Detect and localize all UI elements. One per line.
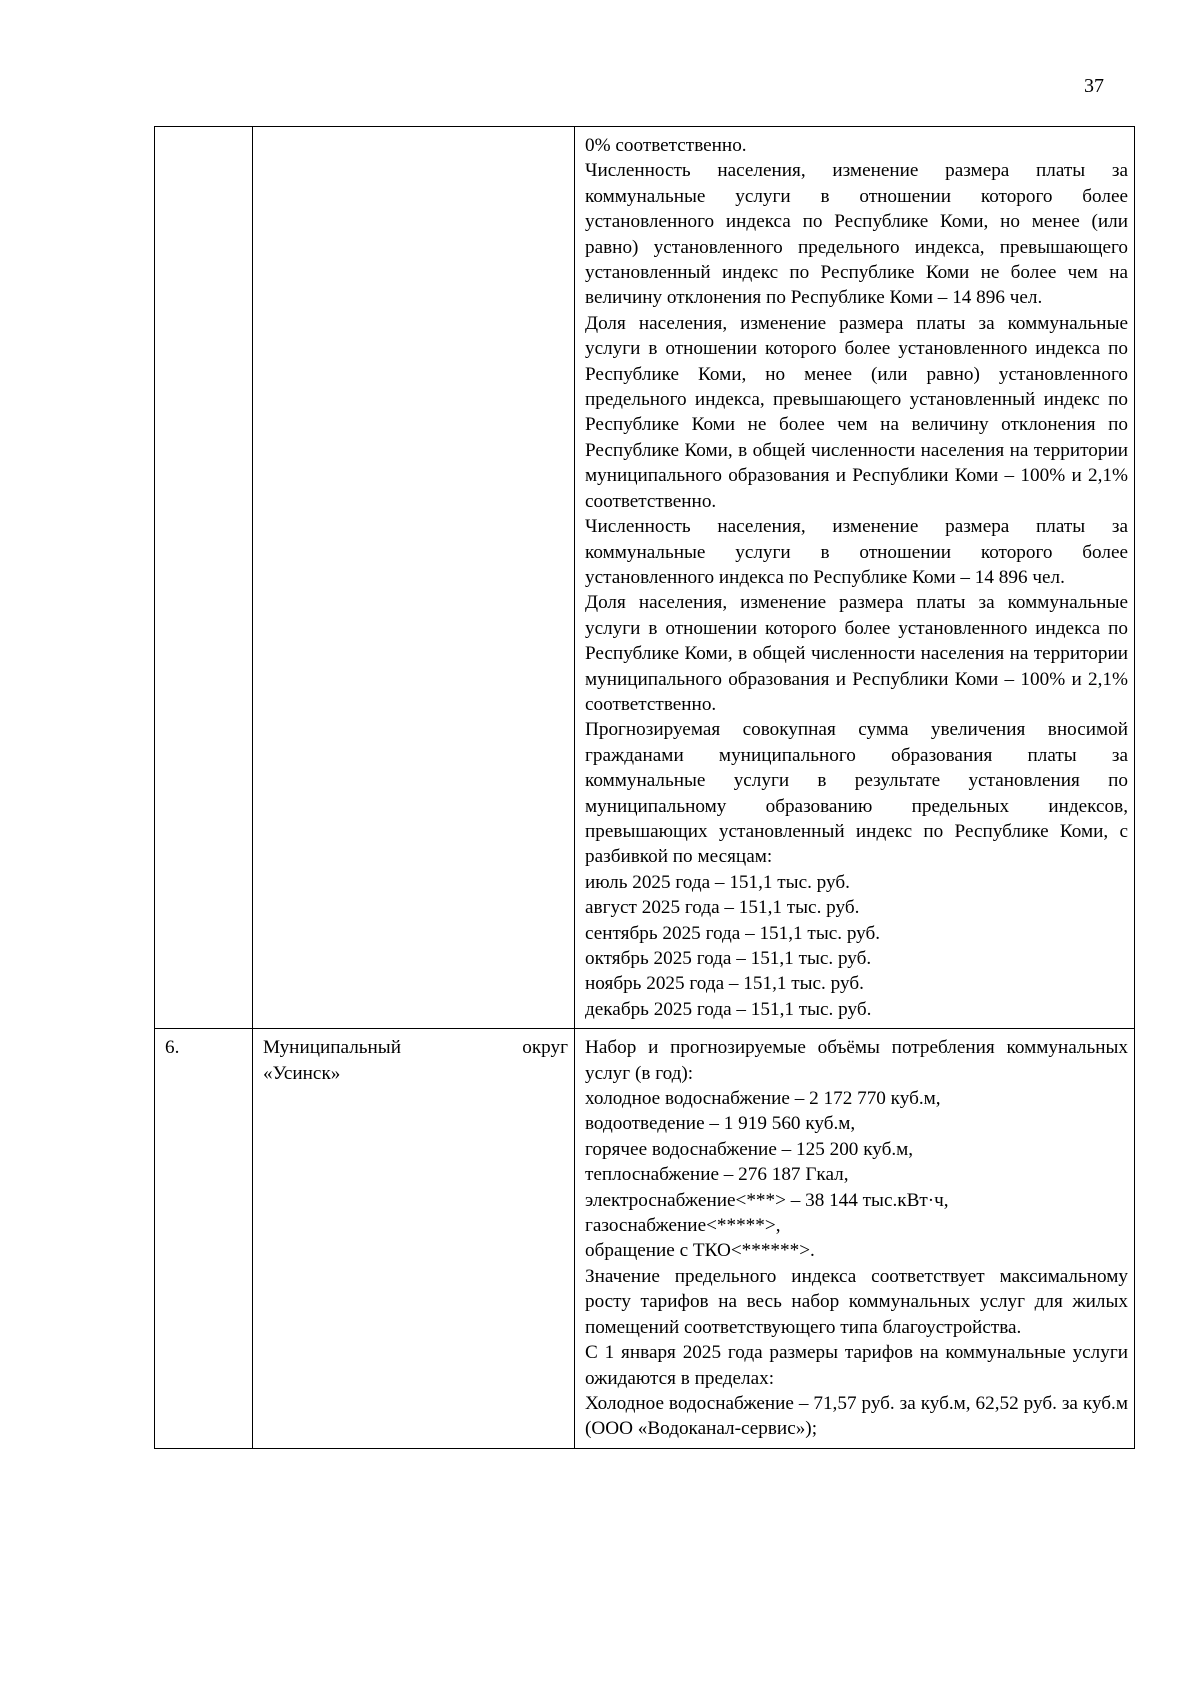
paragraph: С 1 января 2025 года размеры тарифов на коммунальные услуги ожидаются в пределах:	[585, 1342, 1128, 1389]
row-number: 6.	[165, 1037, 180, 1059]
paragraph: обращение с ТКО<******>.	[585, 1240, 815, 1262]
paragraph: электроснабжение<***> – 38 144 тыс.кВт·ч,	[585, 1189, 949, 1211]
paragraph: ноябрь 2025 года – 151,1 тыс. руб.	[585, 973, 864, 995]
paragraph: Холодное водоснабжение – 71,57 руб. за куб.м, 62,52 руб. за куб.м (ООО «Водоканал-сервис»);	[585, 1392, 1128, 1440]
paragraph: август 2025 года – 151,1 тыс. руб.	[585, 897, 860, 919]
paragraph: сентябрь 2025 года – 151,1 тыс. руб.	[585, 922, 881, 944]
municipality-name-line	[263, 1035, 568, 1060]
municipality-name-part: Муниципальный	[263, 1037, 401, 1059]
paragraph: горячее водоснабжение – 125 200 куб.м,	[585, 1138, 914, 1160]
paragraph: водоотведение – 1 919 560 куб.м,	[585, 1113, 856, 1135]
paragraph: Численность населения, изменение размера платы за коммунальные услуги в отношении которого более установленного индекса по Республике Коми – 14 896 чел.	[585, 516, 1128, 588]
paragraph: июль 2025 года – 151,1 тыс. руб.	[585, 871, 850, 893]
paragraph: газоснабжение<*****>,	[585, 1215, 781, 1237]
paragraph: теплоснабжение – 276 187 Гкал,	[585, 1164, 849, 1186]
paragraph: Численность населения, изменение размера платы за коммунальные услуги в отношении которого более установленного индекса по Республике Коми, но менее (или равно) установленного предельного индекса, превышающего установленный индекс по Республике Коми не более чем на величину отклонения по Республике Коми – 14 896 чел.	[585, 160, 1128, 309]
document-table	[154, 126, 1135, 1449]
paragraph: Набор и прогнозируемые объёмы потребления коммунальных услуг (в год):	[585, 1037, 1128, 1084]
municipality-cell	[253, 127, 575, 1029]
paragraph: декабрь 2025 года – 151,1 тыс. руб.	[585, 998, 872, 1020]
row-number-cell	[155, 1029, 253, 1449]
paragraph: 0% соответственно.	[585, 135, 747, 156]
paragraph: холодное водоснабжение – 2 172 770 куб.м,	[585, 1088, 941, 1110]
paragraph: Прогнозируемая совокупная сумма увеличения вносимой гражданами муниципального образования платы за коммунальные услуги в результате установления по муниципальному образованию предельных индексов, превышающих установленный индекс по Республике Коми, с разбивкой по месяцам:	[585, 719, 1128, 868]
paragraph: Значение предельного индекса соответствует максимальному росту тарифов на весь набор коммунальных услуг для жилых помещений соответствующего типа благоустройства.	[585, 1265, 1128, 1338]
paragraph: октябрь 2025 года – 151,1 тыс. руб.	[585, 948, 872, 969]
table-row	[155, 1029, 1135, 1449]
paragraph: Доля населения, изменение размера платы за коммунальные услуги в отношении которого более установленного индекса по Республике Коми, в общей численности населения на территории муниципального образования и Республики Коми – 100% и 2,1% соответственно.	[585, 592, 1128, 715]
table-row	[155, 127, 1135, 1029]
municipality-cell	[253, 1029, 575, 1449]
municipality-name-part: округ	[522, 1037, 568, 1059]
description-cell	[575, 1029, 1135, 1449]
municipality-name-line: «Усинск»	[263, 1062, 341, 1084]
description-cell	[575, 127, 1135, 1029]
paragraph: Доля населения, изменение размера платы за коммунальные услуги в отношении которого более установленного индекса по Республике Коми, но менее (или равно) установленного предельного индекса, превышающего установленный индекс по Республике Коми не более чем на величину отклонения по Республике Коми, в общей численности населения на территории муниципального образования и Республики Коми – 100% и 2,1% соответственно.	[585, 312, 1128, 512]
row-number-cell	[155, 127, 253, 1029]
page-number: 37	[1084, 75, 1104, 97]
